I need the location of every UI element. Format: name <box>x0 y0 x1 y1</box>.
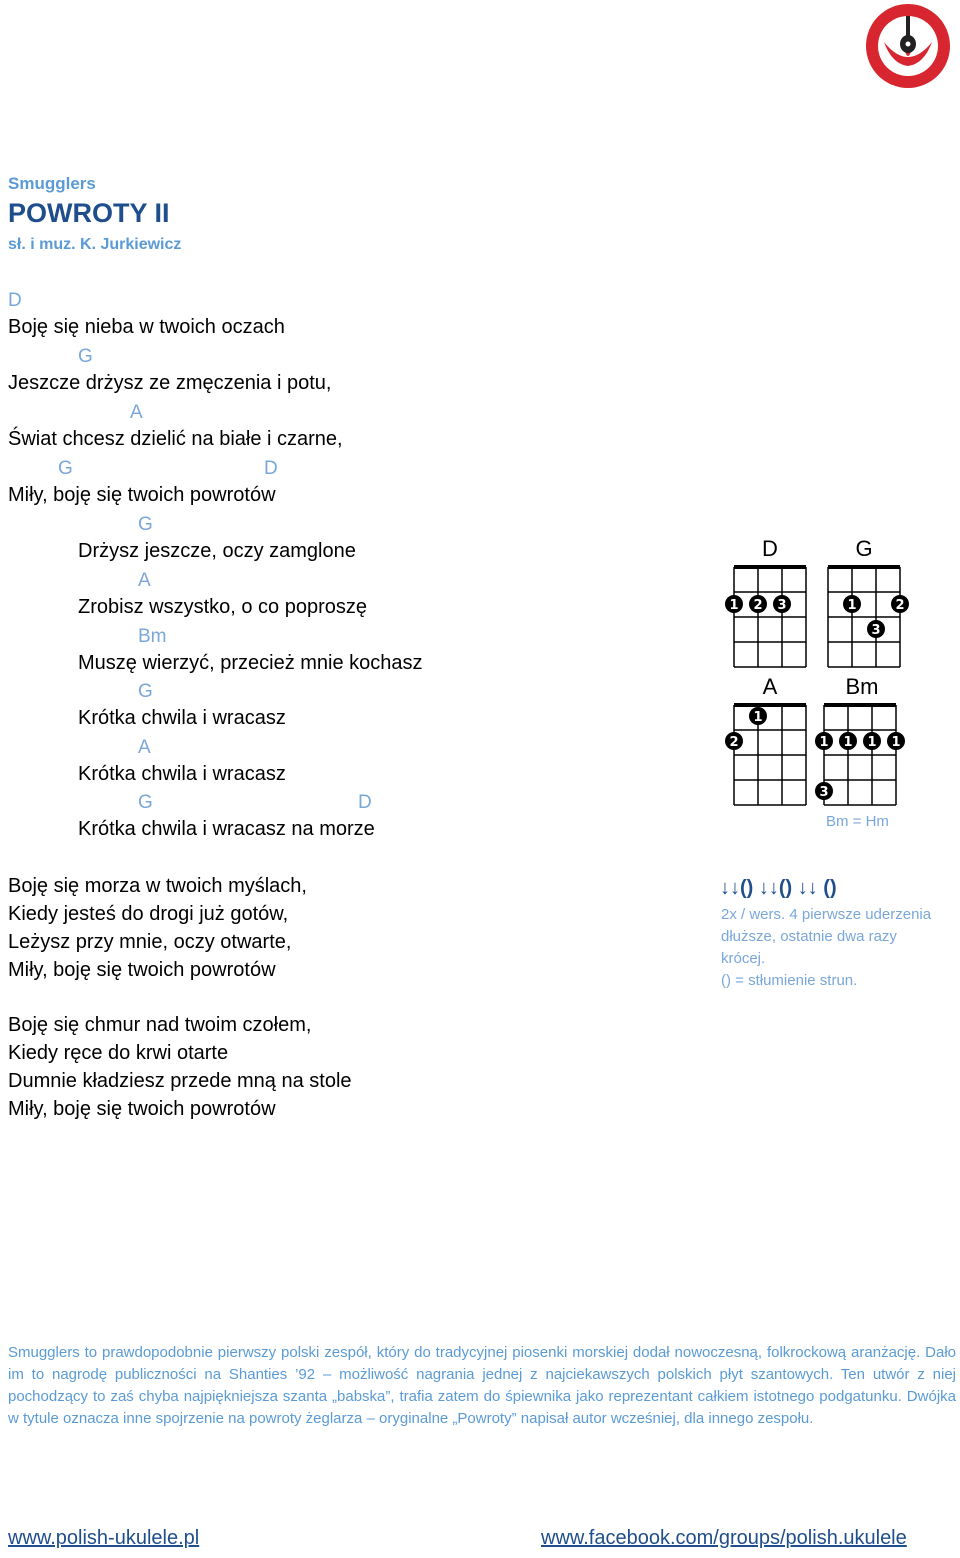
finger-number: 3 <box>819 785 829 800</box>
website-link[interactable]: www.polish-ukulele.pl <box>8 1527 200 1549</box>
bm-note: Bm = Hm <box>826 813 889 830</box>
chord-label: G <box>78 346 93 367</box>
lyric-line: Muszę wierzyć, przecież mnie kochasz <box>78 652 423 674</box>
finger-number: 3 <box>777 598 787 613</box>
chord-label: G <box>58 458 73 479</box>
lyric-line: Drżysz jeszcze, oczy zamglone <box>78 540 356 562</box>
diagram-d-grid <box>734 567 806 667</box>
finger-number: 2 <box>753 598 763 613</box>
logo <box>864 2 952 90</box>
lyric-line: Miły, boję się twoich powrotów <box>8 484 276 506</box>
chord-label: A <box>130 402 143 423</box>
strumming-note-line: dłuższe, ostatnie dwa razy <box>721 928 897 945</box>
diagram-bm-grid <box>824 705 896 805</box>
lyric-line: Kiedy jesteś do drogi już gotów, <box>8 903 289 925</box>
finger-number: 1 <box>753 710 763 725</box>
logo-badge-icon <box>864 2 952 90</box>
diagram-a-fingers <box>725 707 767 750</box>
finger-number: 1 <box>729 598 739 613</box>
chord-label: A <box>138 570 151 591</box>
song-description: Smugglers to prawdopodobnie pierwszy polski zespół, który do tradycyjnej piosenki morskiej dodał nowoczesną, folkrockową aranżację. Dało im to nagrodę publiczności na Shanties ’92 – możliwość nagrania jednej z najciekawszych polskich płyt szantowych. Ten utwór z niej pochodzący to zaś chyba najpiękniejsza szanta „babska”, trafia zatem do śpiewnika jako reprezentant całkiem istotnego podgatunku. Dwójka w tytule oznacza inne spojrzenie na powroty żeglarza – oryginalne „Powroty” napisał autor wcześniej, dla innego zespołu. <box>8 1344 956 1427</box>
lyric-line: Kiedy ręce do krwi otarte <box>8 1042 229 1064</box>
facebook-group-link[interactable]: www.facebook.com/groups/polish.ukulele <box>541 1527 907 1549</box>
finger-number: 1 <box>867 735 877 750</box>
finger-number: 2 <box>729 735 739 750</box>
chord-label: G <box>138 514 153 535</box>
lyric-line: Krótka chwila i wracasz <box>78 707 286 729</box>
chord-label: G <box>138 681 153 702</box>
finger-number: 2 <box>895 598 905 613</box>
chord-label: Bm <box>138 626 167 647</box>
diagram-name-g: G <box>855 536 873 561</box>
lyric-line: Miły, boję się twoich powrotów <box>8 959 276 981</box>
diagram-g-grid <box>828 567 900 667</box>
diagram-bm-fingers <box>815 732 905 800</box>
verse-3 <box>8 1011 352 1123</box>
lyric-line: Boję się chmur nad twoim czołem, <box>8 1014 312 1036</box>
diagram-name-d: D <box>762 536 778 561</box>
chord-label: D <box>264 458 278 479</box>
strumming-pattern: ↓↓() ↓↓() ↓↓ () <box>720 877 837 899</box>
finger-number: 1 <box>819 735 829 750</box>
lyric-line: Zrobisz wszystko, o co poproszę <box>78 596 367 618</box>
lyric-line: Jeszcze drżysz ze zmęczenia i potu, <box>8 372 332 394</box>
lyric-line: Krótka chwila i wracasz na morze <box>78 818 375 840</box>
song-credits: sł. i muz. K. Jurkiewicz <box>8 236 182 253</box>
chord-label: A <box>138 737 151 758</box>
finger-number: 1 <box>847 598 857 613</box>
lyric-line: Leżysz przy mnie, oczy otwarte, <box>8 931 292 953</box>
lyric-line: Krótka chwila i wracasz <box>78 763 286 785</box>
lyric-line: Boję się morza w twoich myślach, <box>8 875 307 897</box>
song-title: POWROTY II <box>8 198 170 228</box>
diagram-a-grid <box>734 705 806 805</box>
lyric-line: Boję się nieba w twoich oczach <box>8 316 285 338</box>
chord-label: D <box>8 290 22 311</box>
lyric-line: Świat chcesz dzielić na białe i czarne, <box>8 428 343 450</box>
lyric-line: Miły, boję się twoich powrotów <box>8 1098 276 1120</box>
strumming-note-line: 2x / wers. 4 pierwsze uderzenia <box>721 906 932 923</box>
diagram-d-fingers <box>725 595 791 613</box>
finger-number: 3 <box>871 623 881 638</box>
lyric-line: Dumnie kładziesz przede mną na stole <box>8 1070 352 1092</box>
diagram-name-bm: Bm <box>845 674 879 699</box>
finger-number: 1 <box>891 735 901 750</box>
chord-label: D <box>358 792 372 813</box>
strumming-note <box>721 904 957 992</box>
finger-number: 1 <box>843 735 853 750</box>
strumming-note-line: krócej. <box>721 950 766 967</box>
chord-label: G <box>138 792 153 813</box>
strumming-note-line: () = stłumienie strun. <box>721 972 858 989</box>
band-name: Smugglers <box>8 174 96 193</box>
verse-2 <box>8 872 307 984</box>
diagram-name-a: A <box>762 674 778 699</box>
chord-diagrams <box>720 560 920 810</box>
